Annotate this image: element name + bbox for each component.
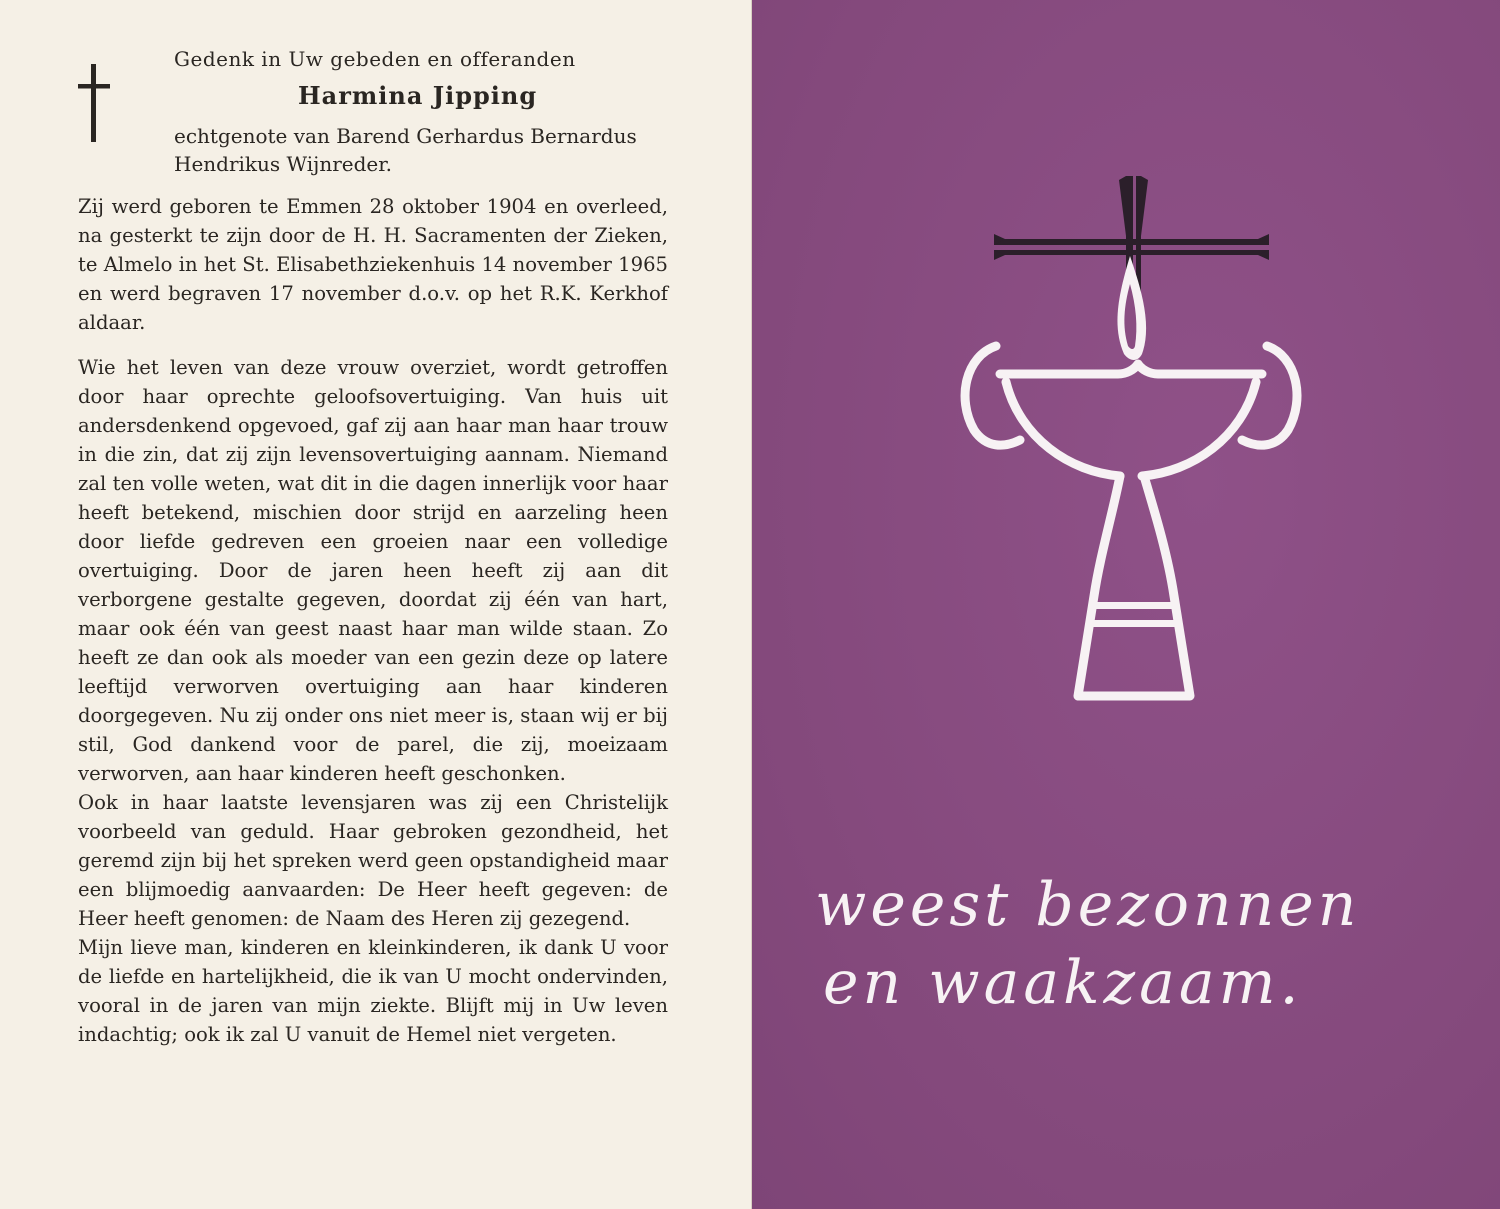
cross-chalice-candle-icon [930, 176, 1320, 716]
body-text [78, 192, 668, 1049]
deceased-name: Harmina Jipping [298, 81, 538, 110]
cross-icon [78, 64, 110, 142]
spouse-line [174, 122, 674, 178]
spouse-line-1: echtgenote van Barend Gerhardus Bernardus [174, 124, 637, 148]
spouse-line-2: Hendrikus Wijnreder. [174, 152, 392, 176]
motto [815, 866, 1455, 1022]
paragraph-farewell: Mijn lieve man, kinderen en kleinkinderen, ik dank U voor de liefde en hartelijkheid, die ik van U mocht ondervinden, vooral in de jaren van mijn ziekte. Blijft mij in Uw leven indachtig; ook ik zal U vanuit de Hemel niet vergeten. [78, 936, 668, 1046]
remembrance-heading: Gedenk in Uw gebeden en offeranden [174, 47, 576, 71]
motto-line-1: weest bezonnen [815, 870, 1361, 940]
paragraph-faith: Wie het leven van deze vrouw overziet, wordt getroffen door haar oprechte geloofsovertuiging. Van huis uit andersdenkend opgevoed, gaf zij aan haar man haar trouw in die zin, dat zij zijn levensovertuiging aannam. Niemand zal ten volle weten, wat dit in die dagen innerlijk voor haar heeft betekend, mischien door strijd en aarzeling heen door liefde gedreven een groeien naar een volledige overtuiging. Door de jaren heen heeft zij aan dit verborgene gestalte gegeven, doordat zij één van hart, maar ook één van geest naast haar man wilde staan. Zo heeft ze dan ook als moeder van een gezin deze op latere leeftijd verworven overtuiging aan haar kinderen doorgegeven. Nu zij onder ons niet meer is, staan wij er bij stil, God dankend voor de parel, die zij, moeizaam verworven, aan haar kinderen heeft geschonken. [78, 356, 668, 785]
paragraph-patience: Ook in haar laatste levensjaren was zij een Christelijk voorbeeld van geduld. Haar gebroken gezondheid, het geremd zijn bij het spreken werd geen opstandigheid maar een blijmoedig aanvaarden: De Heer heeft gegeven: de Heer heeft genomen: de Naam des Heren zij gezegend. [78, 791, 668, 930]
paragraph-birth-death: Zij werd geboren te Emmen 28 oktober 1904 en overleed, na gesterkt te zijn door de H. H. Sacramenten der Zieken, te Almelo in het St. Elisabethziekenhuis 14 november 1965 en werd begraven 17 november d.o.v. op het R.K. Kerkhof aldaar. [78, 195, 668, 334]
header-block [174, 42, 674, 178]
motto-line-2: en waakzaam. [823, 948, 1303, 1018]
